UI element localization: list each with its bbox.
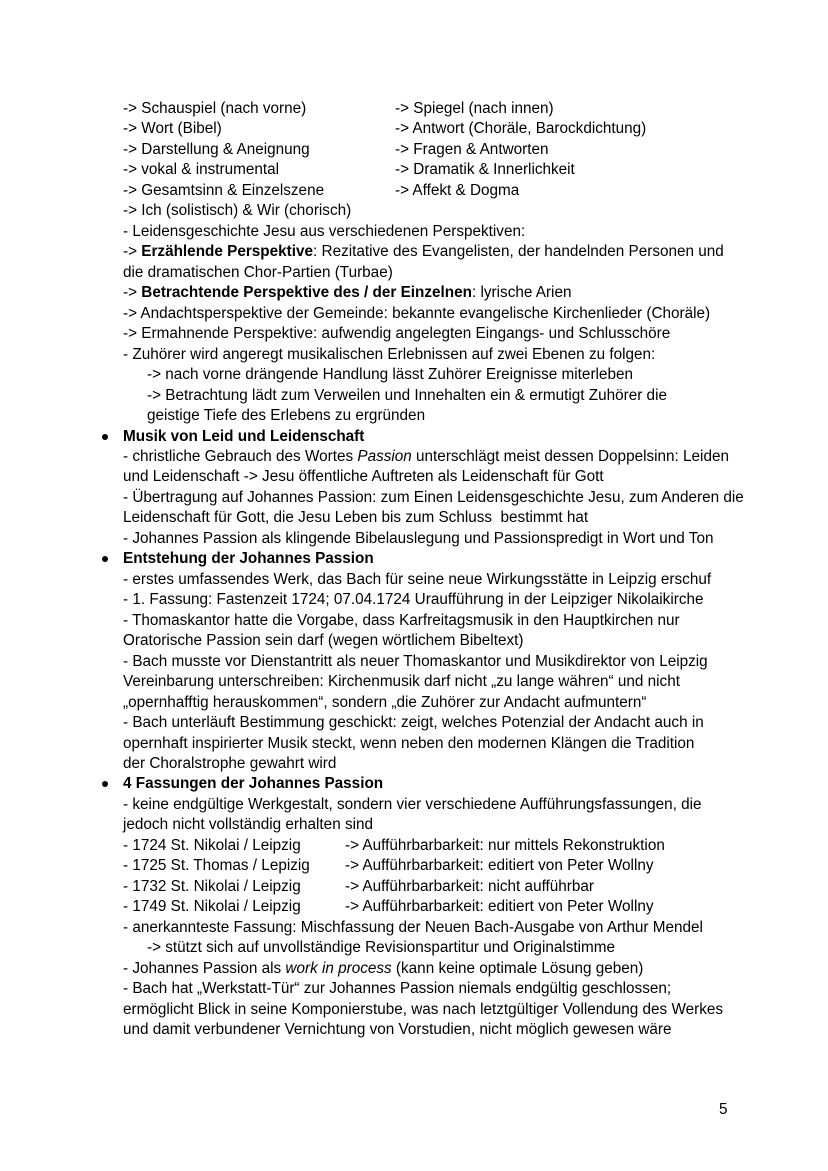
- listener-point-line: -> nach vorne drängende Handlung lässt Zuhörer Ereignisse miterleben: [147, 366, 633, 384]
- text-line: - Johannes Passion als klingende Bibelauslegung und Passionspredigt in Wort und Ton: [123, 529, 714, 547]
- congregation-perspective-line: -> Andachtsperspektive der Gemeinde: bekannte evangelische Kirchenlieder (Choräle): [123, 304, 711, 322]
- version-label: - 1749 St. Nikolai / Leipzig: [123, 898, 301, 916]
- usage-emphasis: Passion: [357, 447, 412, 465]
- contrast-right: -> Affekt & Dogma: [395, 181, 520, 199]
- text-line: Leidenschaft für Gott, die Jesu Leben bis zum Schluss bestimmt hat: [123, 509, 589, 527]
- page-number: 5: [719, 1101, 728, 1118]
- text-line: und Leidenschaft -> Jesu öffentliche Auftreten als Leidenschaft für Gott: [123, 468, 604, 486]
- contrast-left: -> Gesamtsinn & Einzelszene: [123, 181, 325, 199]
- listener-line: - Zuhörer wird angeregt musikalischen Erlebnissen auf zwei Ebenen zu folgen:: [123, 345, 656, 363]
- text-line: - Bach musste vor Dienstantritt als neuer Thomaskantor und Musikdirektor von Leipzig: [123, 652, 708, 670]
- contemplative-prefix: ->: [123, 284, 142, 302]
- section-heading-text: Entstehung der Johannes Passion: [123, 550, 374, 568]
- wip-before: - Johannes Passion als: [123, 959, 286, 977]
- accepted-version-line: - anerkannteste Fassung: Mischfassung der Neuen Bach-Ausgabe von Arthur Mendel: [123, 918, 703, 936]
- contrast-left: -> Wort (Bibel): [123, 120, 222, 138]
- section-heading-text: Musik von Leid und Leidenschaft: [123, 427, 365, 445]
- bullet-icon: [102, 781, 108, 787]
- text-line: - Thomaskantor hatte die Vorgabe, dass Karfreitagsmusik in den Hauptkirchen nur: [123, 611, 680, 629]
- wip-emphasis: work in process: [285, 959, 392, 977]
- version-label: - 1732 St. Nikolai / Leipzig: [123, 877, 301, 895]
- bullet-icon: [102, 434, 108, 440]
- listener-point-line: geistige Tiefe des Erlebens zu ergründen: [147, 407, 426, 425]
- text-line: - keine endgültige Werkgestalt, sondern vier verschiedene Aufführungsfassungen, die: [123, 795, 702, 813]
- listener-point-line: -> Betrachtung lädt zum Verweilen und Innehalten ein & ermutigt Zuhörer die: [147, 386, 667, 404]
- contrast-right: -> Dramatik & Innerlichkeit: [395, 161, 575, 179]
- contrast-row: [123, 119, 763, 139]
- text-line: - Bach unterläuft Bestimmung geschickt: zeigt, welches Potenzial der Andacht auch in: [123, 714, 704, 732]
- contrast-row: [123, 99, 763, 119]
- contrast-left: -> Schauspiel (nach vorne): [123, 100, 307, 117]
- version-label: - 1724 St. Nikolai / Leipzig: [123, 836, 301, 854]
- version-status: -> Aufführbarbarkeit: nicht aufführbar: [345, 877, 595, 895]
- text-line: - Übertragung auf Johannes Passion: zum Einen Leidensgeschichte Jesu, zum Anderen die: [123, 488, 744, 506]
- version-status: -> Aufführbarbarkeit: editiert von Peter Wollny: [345, 898, 654, 916]
- contrast-row: [123, 140, 763, 160]
- text-line: - 1. Fassung: Fastenzeit 1724; 07.04.1724 Uraufführung in der Leipziger Nikolaikirche: [123, 591, 704, 609]
- passion-usage-line: [123, 447, 763, 467]
- narrative-perspective-line: [123, 242, 763, 262]
- text-line: - erstes umfassendes Werk, das Bach für seine neue Wirkungsstätte in Leipzig erschuf: [123, 570, 712, 588]
- contrast-single-line: -> Ich (solistisch) & Wir (chorisch): [123, 202, 352, 220]
- contrast-row: [123, 160, 763, 180]
- wip-after: (kann keine optimale Lösung geben): [391, 959, 644, 977]
- section-heading-origin: [123, 549, 763, 569]
- section-heading-text: 4 Fassungen der Johannes Passion: [123, 775, 384, 793]
- version-label: - 1725 St. Thomas / Lepizig: [123, 857, 310, 875]
- narrative-term: Erzählende Perspektive: [141, 243, 314, 261]
- narrative-prefix: ->: [123, 243, 142, 261]
- usage-before: - christliche Gebrauch des Wortes: [123, 447, 358, 465]
- bullet-icon: [102, 556, 108, 562]
- version-status: -> Aufführbarbarkeit: nur mittels Rekonstruktion: [345, 836, 665, 854]
- narrative-continuation-line: die dramatischen Chor-Partien (Turbae): [123, 263, 393, 281]
- work-in-process-line: [123, 959, 763, 979]
- text-line: opernhaft inspirierter Musik steckt, wenn neben den modernen Klängen die Tradition: [123, 734, 695, 752]
- text-line: „opernhafftig herauskommen“, sondern „die Zuhörer zur Andacht aufmuntern“: [123, 693, 647, 711]
- contemplative-perspective-line: [123, 283, 763, 303]
- text-line: Oratorische Passion sein darf (wegen wörtlichem Bibeltext): [123, 632, 524, 650]
- text-line: Vereinbarung unterschreiben: Kirchenmusik darf nicht „zu lange währen“ und nicht: [123, 673, 680, 691]
- narrative-text: : Rezitative des Evangelisten, der handelnden Personen und: [313, 243, 724, 261]
- contrast-right: -> Antwort (Choräle, Barockdichtung): [395, 120, 647, 138]
- text-line: und damit verbundener Vernichtung von Vorstudien, nicht möglich gewesen wäre: [123, 1021, 672, 1039]
- text-line: der Choralstrophe gewahrt wird: [123, 755, 337, 772]
- contrast-left: -> Darstellung & Aneignung: [123, 140, 310, 158]
- contrast-right: -> Spiegel (nach innen): [395, 100, 554, 117]
- version-status: -> Aufführbarbarkeit: editiert von Peter Wollny: [345, 857, 654, 875]
- contemplative-text: : lyrische Arien: [472, 284, 572, 302]
- version-row: [123, 856, 763, 876]
- perspectives-intro-line: - Leidensgeschichte Jesu aus verschiedenen Perspektiven:: [123, 222, 526, 240]
- version-row: [123, 897, 763, 917]
- version-row: [123, 836, 763, 856]
- version-row: [123, 877, 763, 897]
- contrast-left: -> vokal & instrumental: [123, 161, 280, 179]
- admonishing-perspective-line: -> Ermahnende Perspektive: aufwendig angelegten Eingangs- und Schlusschöre: [123, 325, 671, 343]
- section-heading-passion-meaning: [123, 427, 763, 447]
- text-line: ermöglicht Blick in seine Komponierstube, was nach letztgültiger Vollendung des Werkes: [123, 1000, 724, 1018]
- section-heading-versions: [123, 774, 763, 794]
- contrast-right: -> Fragen & Antworten: [395, 140, 549, 158]
- page-content: [123, 99, 763, 1041]
- contrast-row: [123, 181, 763, 201]
- text-line: - Bach hat „Werkstatt-Tür“ zur Johannes Passion niemals endgültig geschlossen;: [123, 980, 672, 998]
- accepted-version-note: -> stützt sich auf unvollständige Revisionspartitur und Originalstimme: [147, 939, 616, 957]
- usage-after: unterschlägt meist dessen Doppelsinn: Leiden: [411, 447, 729, 465]
- contemplative-term: Betrachtende Perspektive des / der Einzelnen: [141, 284, 472, 302]
- text-line: jedoch nicht vollständig erhalten sind: [123, 816, 374, 834]
